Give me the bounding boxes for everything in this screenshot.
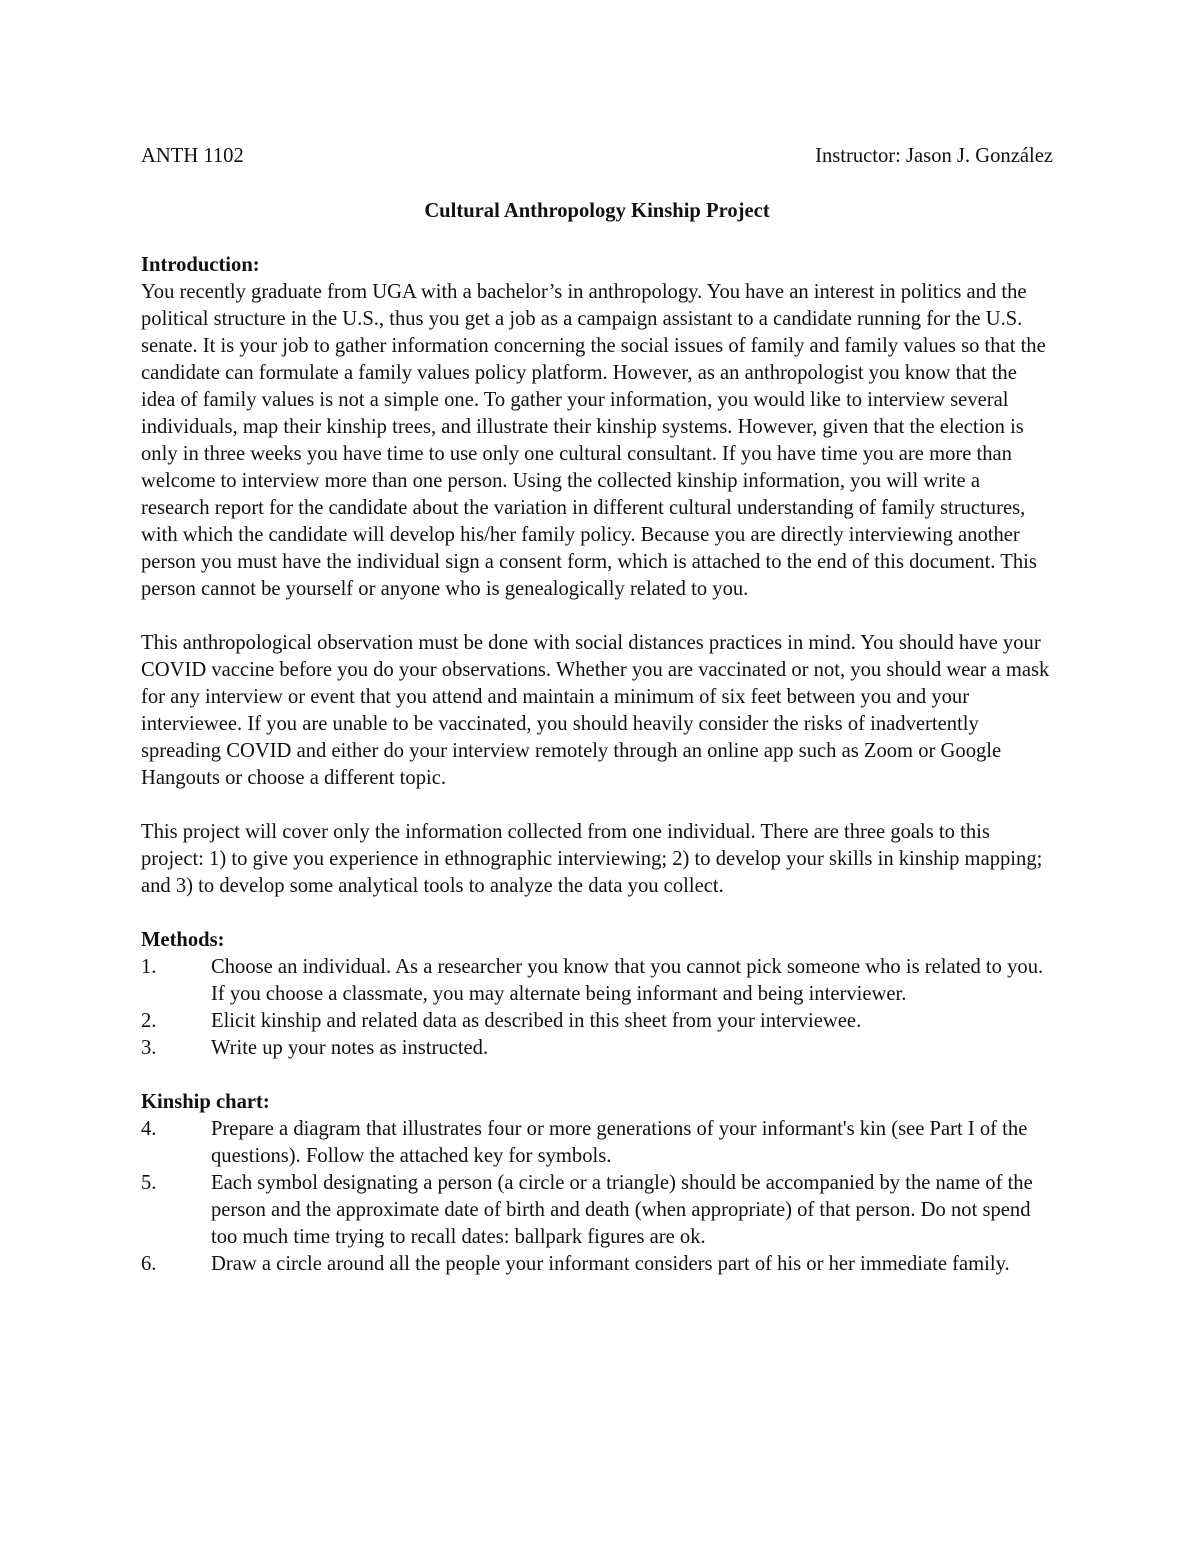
introduction-paragraph-2: This anthropological observation must be done with social distances practices in mind. You should have your COVID vaccine before you do your observations. Whether you are vaccinated or not, you should wear a mask for any interview or event that you attend and maintain a minimum of six feet between you and your interviewee. If you are unable to be vaccinated, you should heavily consider the risks of inadvertently spreading COVID and either do your interview remotely through an online app such as Zoom or Google Hangouts or choose a different topic. xyxy=(141,632,1050,789)
list-item-number: 4. xyxy=(141,1118,157,1140)
list-item-text: Draw a circle around all the people your informant considers part of his or her immediate family. xyxy=(211,1253,1010,1275)
list-item xyxy=(141,1035,1053,1062)
kinship-chart-heading: Kinship chart: xyxy=(141,1091,270,1113)
list-item-number: 5. xyxy=(141,1172,157,1194)
document-title: Cultural Anthropology Kinship Project xyxy=(424,200,770,222)
introduction-heading: Introduction: xyxy=(141,254,260,276)
list-item xyxy=(141,1170,1053,1251)
introduction-paragraph-3: This project will cover only the information collected from one individual. There are three goals to this project: 1) to give you experience in ethnographic interviewing; 2) to develop your skills in kinship mapping; and 3) to develop some analytical tools to analyze the data you collect. xyxy=(141,821,1043,897)
list-item-text: Each symbol designating a person (a circle or a triangle) should be accompanied by the name of the person and the approximate date of birth and death (when appropriate) of that person. Do not spend too much time trying to recall dates: ballpark figures are ok. xyxy=(211,1172,1033,1248)
methods-list xyxy=(141,954,1053,1062)
list-item-number: 1. xyxy=(141,956,157,978)
list-item-number: 3. xyxy=(141,1037,157,1059)
methods-heading: Methods: xyxy=(141,929,225,951)
document-header xyxy=(141,143,1053,170)
document-page xyxy=(141,143,1053,1278)
list-item xyxy=(141,1008,1053,1035)
list-item-text: Elicit kinship and related data as described in this sheet from your interviewee. xyxy=(211,1010,862,1032)
course-code: ANTH 1102 xyxy=(141,145,244,167)
list-item-number: 2. xyxy=(141,1010,157,1032)
list-item-text: Choose an individual. As a researcher you know that you cannot pick someone who is related to you. If you choose a classmate, you may alternate being informant and being interviewer. xyxy=(211,956,1044,1005)
list-item xyxy=(141,1251,1053,1278)
list-item-text: Prepare a diagram that illustrates four or more generations of your informant's kin (see Part I of the questions). Follow the attached key for symbols. xyxy=(211,1118,1028,1167)
list-item xyxy=(141,1116,1053,1170)
kinship-chart-list xyxy=(141,1116,1053,1278)
instructor-name: Instructor: Jason J. González xyxy=(815,145,1053,167)
list-item-number: 6. xyxy=(141,1253,157,1275)
list-item-text: Write up your notes as instructed. xyxy=(211,1037,489,1059)
introduction-paragraph-1: You recently graduate from UGA with a bachelor’s in anthropology. You have an interest in politics and the political structure in the U.S., thus you get a job as a campaign assistant to a candidate running for the U.S. senate. It is your job to gather information concerning the social issues of family and family values so that the candidate can formulate a family values policy platform. However, as an anthropologist you know that the idea of family values is not a simple one. To gather your information, you would like to interview several individuals, map their kinship trees, and illustrate their kinship systems. However, given that the election is only in three weeks you have time to use only one cultural consultant. If you have time you are more than welcome to interview more than one person. Using the collected kinship information, you will write a research report for the candidate about the variation in different cultural understanding of family structures, with which the candidate will develop his/her family policy. Because you are directly interviewing another person you must have the individual sign a consent form, which is attached to the end of this document. This person cannot be yourself or anyone who is genealogically related to you. xyxy=(141,281,1046,600)
list-item xyxy=(141,954,1053,1008)
